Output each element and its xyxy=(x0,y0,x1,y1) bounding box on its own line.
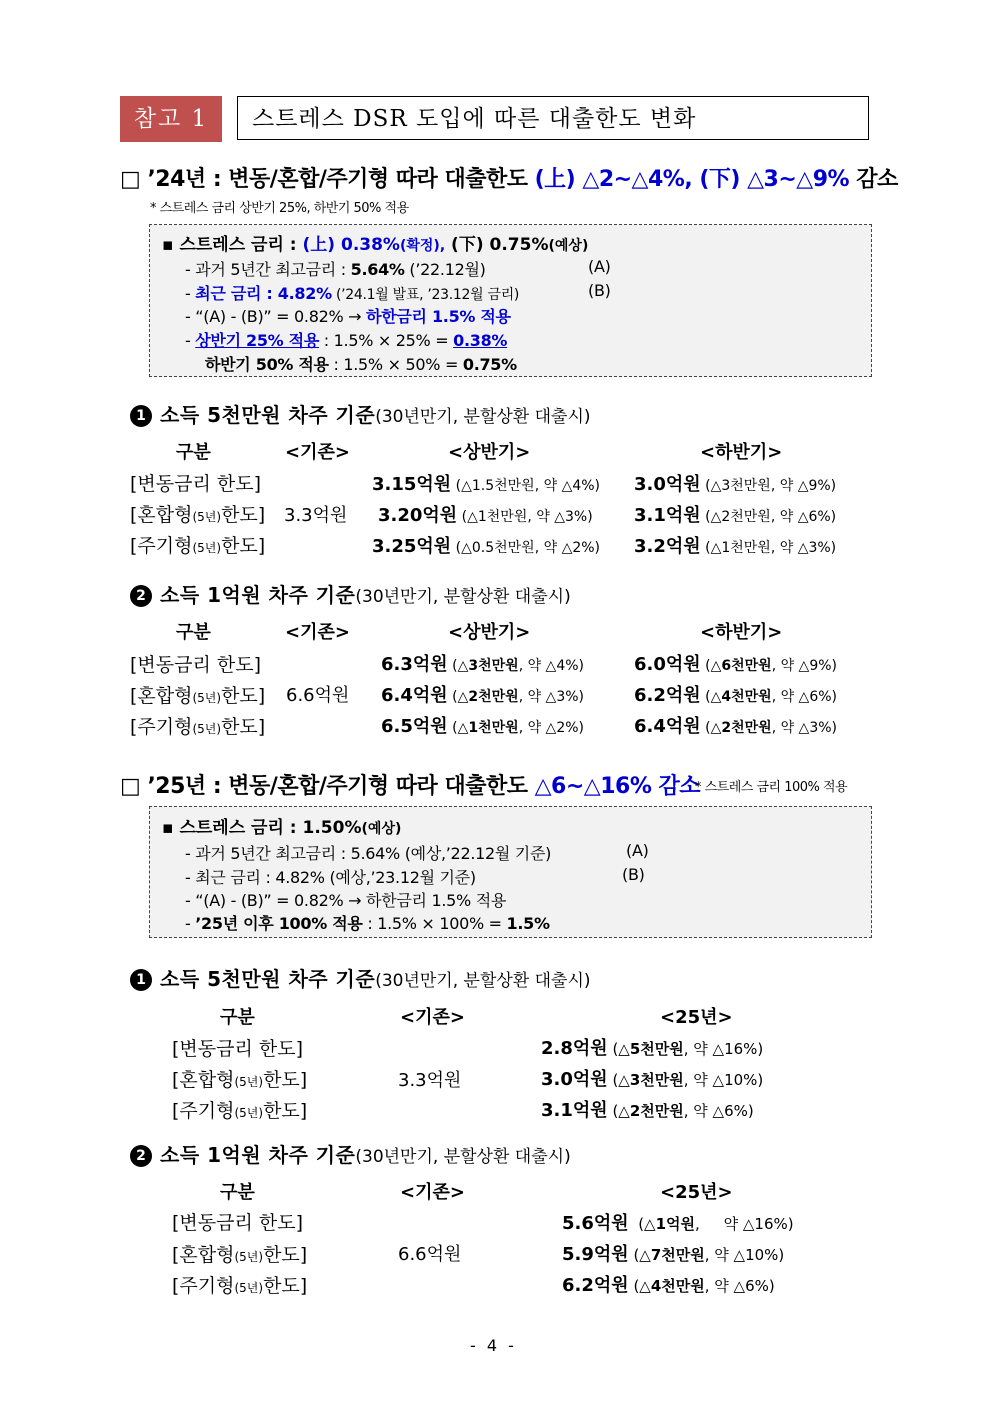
line-formula: : 1.5% × 50% = xyxy=(328,355,463,374)
delta: (△2천만원, 약 △6%) xyxy=(700,509,837,525)
delta-open: (△ xyxy=(700,658,722,674)
table2-row-label xyxy=(130,650,261,677)
heading-text: □ ’25년 : 변동/혼합/주기형 따라 대출한도 xyxy=(120,774,535,799)
label-end: 한도] xyxy=(263,1069,308,1091)
table-title: 소득 1억원 차주 기준 xyxy=(160,1143,356,1167)
line-label: 상반기 25% 적용 xyxy=(195,331,319,350)
line-value: 최근 금리 : 4.82% xyxy=(195,284,332,303)
table1-row-h2 xyxy=(634,532,836,558)
label: [혼합형 xyxy=(130,504,193,526)
label-sub: (5년) xyxy=(192,541,222,555)
table1-row-label xyxy=(130,469,261,496)
table3-header-existing: <기존> xyxy=(400,1007,465,1028)
label-end: 한도] xyxy=(221,716,266,738)
table2-row-h1 xyxy=(381,650,584,676)
delta-pct: , 약 △3%) xyxy=(518,689,585,705)
table4-header-2025: <25년> xyxy=(660,1182,733,1203)
value: 3.25억원 xyxy=(372,536,452,557)
label-sub: (5년) xyxy=(192,691,222,705)
label-sub: (5년) xyxy=(234,1075,264,1089)
box2-line-apply xyxy=(185,911,550,934)
table1-row-label xyxy=(130,531,265,558)
delta: (△1.5천만원, 약 △4%) xyxy=(451,478,601,494)
label-sub: (5년) xyxy=(192,722,222,736)
section-2025-note: * 스트레스 금리 100% 적용 xyxy=(695,780,848,795)
label-sub: (5년) xyxy=(192,510,222,524)
table2-row-h1 xyxy=(381,681,584,707)
tag-b: (B) xyxy=(622,865,645,884)
line-label: 하반기 50% 적용 xyxy=(205,355,329,374)
box-line-h1-apply xyxy=(185,328,507,351)
table2-header-h1: <상반기> xyxy=(448,622,531,643)
line-value: 5.64% xyxy=(350,260,405,279)
tag-b: (B) xyxy=(588,281,611,300)
value: 6.3억원 xyxy=(381,654,448,675)
table2-header-category: 구분 xyxy=(176,622,211,643)
delta-pct: , 약 △16%) xyxy=(683,1040,764,1058)
label-end: 한도] xyxy=(263,1275,308,1297)
value: 6.2억원 xyxy=(634,685,701,706)
table4-row-value xyxy=(562,1240,784,1266)
line-date: (’24.1월 발표, ’23.12월 금리) xyxy=(331,287,520,303)
table4-row-value xyxy=(562,1271,775,1297)
delta-amount: 3천만원 xyxy=(629,1071,684,1089)
box-line-recent-rate xyxy=(185,281,519,304)
delta-amount: 5천만원 xyxy=(629,1040,684,1058)
table2-header-h2: <하반기> xyxy=(700,622,783,643)
table4-header-existing: <기존> xyxy=(400,1182,465,1203)
number-badge: 1 xyxy=(130,969,152,991)
table3-row-value xyxy=(541,1096,754,1122)
table4-row-value xyxy=(562,1209,794,1235)
value: 3.20억원 xyxy=(378,505,458,526)
line-formula: : 1.5% × 25% = xyxy=(318,331,454,350)
delta-open: (△ xyxy=(700,720,722,736)
table3-header-2025: <25년> xyxy=(660,1007,733,1028)
heading-highlight: (上) △2~△4%, (下) △3~△9% xyxy=(534,167,850,192)
delta-amount: 1천만원 xyxy=(468,720,519,736)
page-number: - 4 - xyxy=(470,1336,517,1355)
label: [주기형 xyxy=(130,716,193,738)
stress-rate-heading xyxy=(162,230,588,255)
table1-row-h1 xyxy=(372,470,600,496)
value: 6.5억원 xyxy=(381,716,448,737)
value: 6.4억원 xyxy=(381,685,448,706)
table4-row-label xyxy=(172,1240,307,1267)
label-end: 한도] xyxy=(221,535,266,557)
delta-pct: , 약 △16%) xyxy=(695,1215,794,1233)
section-2024-note: * 스트레스 금리 상반기 25%, 하반기 50% 적용 xyxy=(150,201,409,216)
line-dash: - xyxy=(185,331,196,350)
stress-rate-h1-note: (확정), xyxy=(399,238,446,254)
table-title: 소득 5천만원 차주 기준 xyxy=(160,967,376,991)
delta-amount: 3천만원 xyxy=(468,658,519,674)
label-end: 한도] xyxy=(263,1244,308,1266)
table1-row-h1 xyxy=(378,501,593,527)
table1-row-h2 xyxy=(634,470,836,496)
table1-title xyxy=(130,399,591,428)
table4-title xyxy=(130,1139,571,1168)
delta-pct: , 약 △3%) xyxy=(771,720,838,736)
line-date: (’22.12월) xyxy=(404,260,486,279)
table1-existing-value: 3.3억원 xyxy=(284,505,348,526)
line-result: 0.75% xyxy=(462,355,517,374)
delta-amount: 4천만원 xyxy=(650,1277,705,1295)
value: 3.1억원 xyxy=(634,505,701,526)
number-badge: 2 xyxy=(130,585,152,607)
table4-row-label xyxy=(172,1208,303,1235)
table1-header-category: 구분 xyxy=(176,442,211,463)
value: 3.1억원 xyxy=(541,1100,608,1121)
tag-a: (A) xyxy=(588,257,611,276)
label: [변동금리 한도] xyxy=(172,1212,303,1234)
label: [변동금리 한도] xyxy=(172,1038,303,1060)
box-line-difference xyxy=(185,304,511,327)
box2-line-recent-rate: - 최근 금리 : 4.82% (예상,’23.12월 기준) xyxy=(185,868,476,887)
label: [혼합형 xyxy=(172,1244,235,1266)
delta-amount: 4천만원 xyxy=(721,689,772,705)
label-end: 한도] xyxy=(221,504,266,526)
table1-row-h2 xyxy=(634,501,836,527)
table-condition: (30년만기, 분할상환 대출시) xyxy=(375,971,591,991)
delta-open: (△ xyxy=(700,689,722,705)
table1-header-existing: <기존> xyxy=(285,442,350,463)
value: 3.0억원 xyxy=(541,1069,608,1090)
heading-text: □ ’24년 : 변동/혼합/주기형 따라 대출한도 xyxy=(120,167,535,192)
delta-open: (△ xyxy=(607,1071,630,1089)
delta-open: (△ xyxy=(447,720,469,736)
label: [혼합형 xyxy=(172,1069,235,1091)
stress-rate-h2: (下) 0.75% xyxy=(445,235,549,255)
stress-rate-heading-2025 xyxy=(162,813,401,838)
delta-pct: , 약 △10%) xyxy=(704,1246,785,1264)
value: 2.8억원 xyxy=(541,1038,608,1059)
table2-row-h2 xyxy=(634,650,837,676)
delta: (△1천만원, 약 △3%) xyxy=(700,540,837,556)
stress-rate-label: ▪ 스트레스 금리 : 1.50% xyxy=(162,818,362,838)
delta-amount: 1억원 xyxy=(655,1215,696,1233)
table4-header-category: 구분 xyxy=(220,1182,255,1203)
page-title: 스트레스 DSR 도입에 따른 대출한도 변화 xyxy=(237,96,869,140)
value: 6.0억원 xyxy=(634,654,701,675)
table4-row-label xyxy=(172,1271,307,1298)
table4-existing-value: 6.6억원 xyxy=(398,1244,462,1265)
table3-row-label xyxy=(172,1096,307,1123)
value: 6.2억원 xyxy=(562,1275,629,1296)
line-dash: - xyxy=(185,914,196,933)
table2-row-h2 xyxy=(634,712,837,738)
box2-line-difference: - “(A) - (B)” = 0.82% → 하한금리 1.5% 적용 xyxy=(185,891,507,910)
table1-header-h1: <상반기> xyxy=(448,442,531,463)
number-badge: 2 xyxy=(130,1145,152,1167)
label: [주기형 xyxy=(172,1275,235,1297)
box-line-max-rate xyxy=(185,257,486,280)
label: [변동금리 한도] xyxy=(130,654,261,676)
label: [변동금리 한도] xyxy=(130,473,261,495)
line-formula: : 1.5% × 100% = xyxy=(362,914,507,933)
table2-row-h2 xyxy=(634,681,837,707)
table3-row-label xyxy=(172,1034,303,1061)
table1-row-h1 xyxy=(372,532,600,558)
table3-title xyxy=(130,963,591,992)
tag-a: (A) xyxy=(626,841,649,860)
number-badge: 1 xyxy=(130,405,152,427)
table2-header-existing: <기존> xyxy=(285,622,350,643)
delta-amount: 7천만원 xyxy=(650,1246,705,1264)
label: [주기형 xyxy=(130,535,193,557)
delta-amount: 2천만원 xyxy=(629,1102,684,1120)
label-end: 한도] xyxy=(263,1100,308,1122)
value: 6.4억원 xyxy=(634,716,701,737)
table1-header-h2: <하반기> xyxy=(700,442,783,463)
delta-pct: , 약 △6%) xyxy=(704,1277,775,1295)
table-condition: (30년만기, 분할상환 대출시) xyxy=(355,587,571,607)
table-title: 소득 1억원 차주 기준 xyxy=(160,583,356,607)
table3-row-value xyxy=(541,1034,763,1060)
box2-line-max-rate: - 과거 5년간 최고금리 : 5.64% (예상,’22.12월 기준) xyxy=(185,844,552,863)
delta-open: (△ xyxy=(628,1215,656,1233)
value: 3.0억원 xyxy=(634,474,701,495)
stress-rate-label: ▪ 스트레스 금리 : xyxy=(162,235,303,255)
delta-amount: 2천만원 xyxy=(468,689,519,705)
delta-pct: , 약 △9%) xyxy=(771,658,838,674)
section-2025-heading xyxy=(120,769,700,800)
value: 3.2억원 xyxy=(634,536,701,557)
stress-rate-h2-note: (예상) xyxy=(548,238,589,254)
delta-open: (△ xyxy=(447,658,469,674)
table3-existing-value: 3.3억원 xyxy=(398,1070,462,1091)
delta: (△1천만원, 약 △3%) xyxy=(457,509,593,525)
label-sub: (5년) xyxy=(234,1106,264,1120)
label-sub: (5년) xyxy=(234,1250,264,1264)
line-value: 하한금리 1.5% 적용 xyxy=(366,307,511,326)
delta-open: (△ xyxy=(628,1277,651,1295)
delta-open: (△ xyxy=(607,1040,630,1058)
table2-row-label xyxy=(130,681,265,708)
line-text: - “(A) - (B)” = 0.82% → xyxy=(185,307,367,326)
reference-label: 참고 1 xyxy=(120,96,222,142)
table-condition: (30년만기, 분할상환 대출시) xyxy=(375,407,591,427)
table3-row-label xyxy=(172,1065,307,1092)
value: 3.15억원 xyxy=(372,474,452,495)
table3-row-value xyxy=(541,1065,763,1091)
delta-open: (△ xyxy=(447,689,469,705)
line-label: ’25년 이후 100% 적용 xyxy=(195,914,363,933)
delta-pct: , 약 △2%) xyxy=(518,720,585,736)
table2-title xyxy=(130,579,571,608)
table2-row-h1 xyxy=(381,712,584,738)
delta: (△0.5천만원, 약 △2%) xyxy=(451,540,601,556)
label: [혼합형 xyxy=(130,685,193,707)
delta-open: (△ xyxy=(607,1102,630,1120)
delta-pct: , 약 △6%) xyxy=(771,689,838,705)
table-title: 소득 5천만원 차주 기준 xyxy=(160,403,376,427)
line-result: 0.38% xyxy=(453,331,508,350)
heading-highlight: △6~△16% 감소 xyxy=(534,774,701,799)
line-text: - 과거 5년간 최고금리 : xyxy=(185,260,351,279)
value: 5.9억원 xyxy=(562,1244,629,1265)
box-line-h2-apply xyxy=(205,352,517,375)
heading-suffix: 감소 xyxy=(849,167,898,192)
table2-existing-value: 6.6억원 xyxy=(286,685,350,706)
table2-row-label xyxy=(130,712,265,739)
table-condition: (30년만기, 분할상환 대출시) xyxy=(355,1147,571,1167)
stress-rate-note: (예상) xyxy=(361,821,402,837)
delta-pct: , 약 △10%) xyxy=(683,1071,764,1089)
label-sub: (5년) xyxy=(234,1281,264,1295)
delta-pct: , 약 △4%) xyxy=(518,658,585,674)
delta-pct: , 약 △6%) xyxy=(683,1102,754,1120)
line-result: 1.5% xyxy=(506,914,550,933)
delta: (△3천만원, 약 △9%) xyxy=(700,478,837,494)
table1-row-label xyxy=(130,500,265,527)
delta-open: (△ xyxy=(628,1246,651,1264)
label: [주기형 xyxy=(172,1100,235,1122)
delta-amount: 2천만원 xyxy=(721,720,772,736)
section-2024-heading xyxy=(120,162,898,193)
table3-header-category: 구분 xyxy=(220,1007,255,1028)
delta-amount: 6천만원 xyxy=(721,658,772,674)
stress-rate-h1: (上) 0.38% xyxy=(302,235,400,255)
line-dash: - xyxy=(185,284,196,303)
value: 5.6억원 xyxy=(562,1213,629,1234)
label-end: 한도] xyxy=(221,685,266,707)
